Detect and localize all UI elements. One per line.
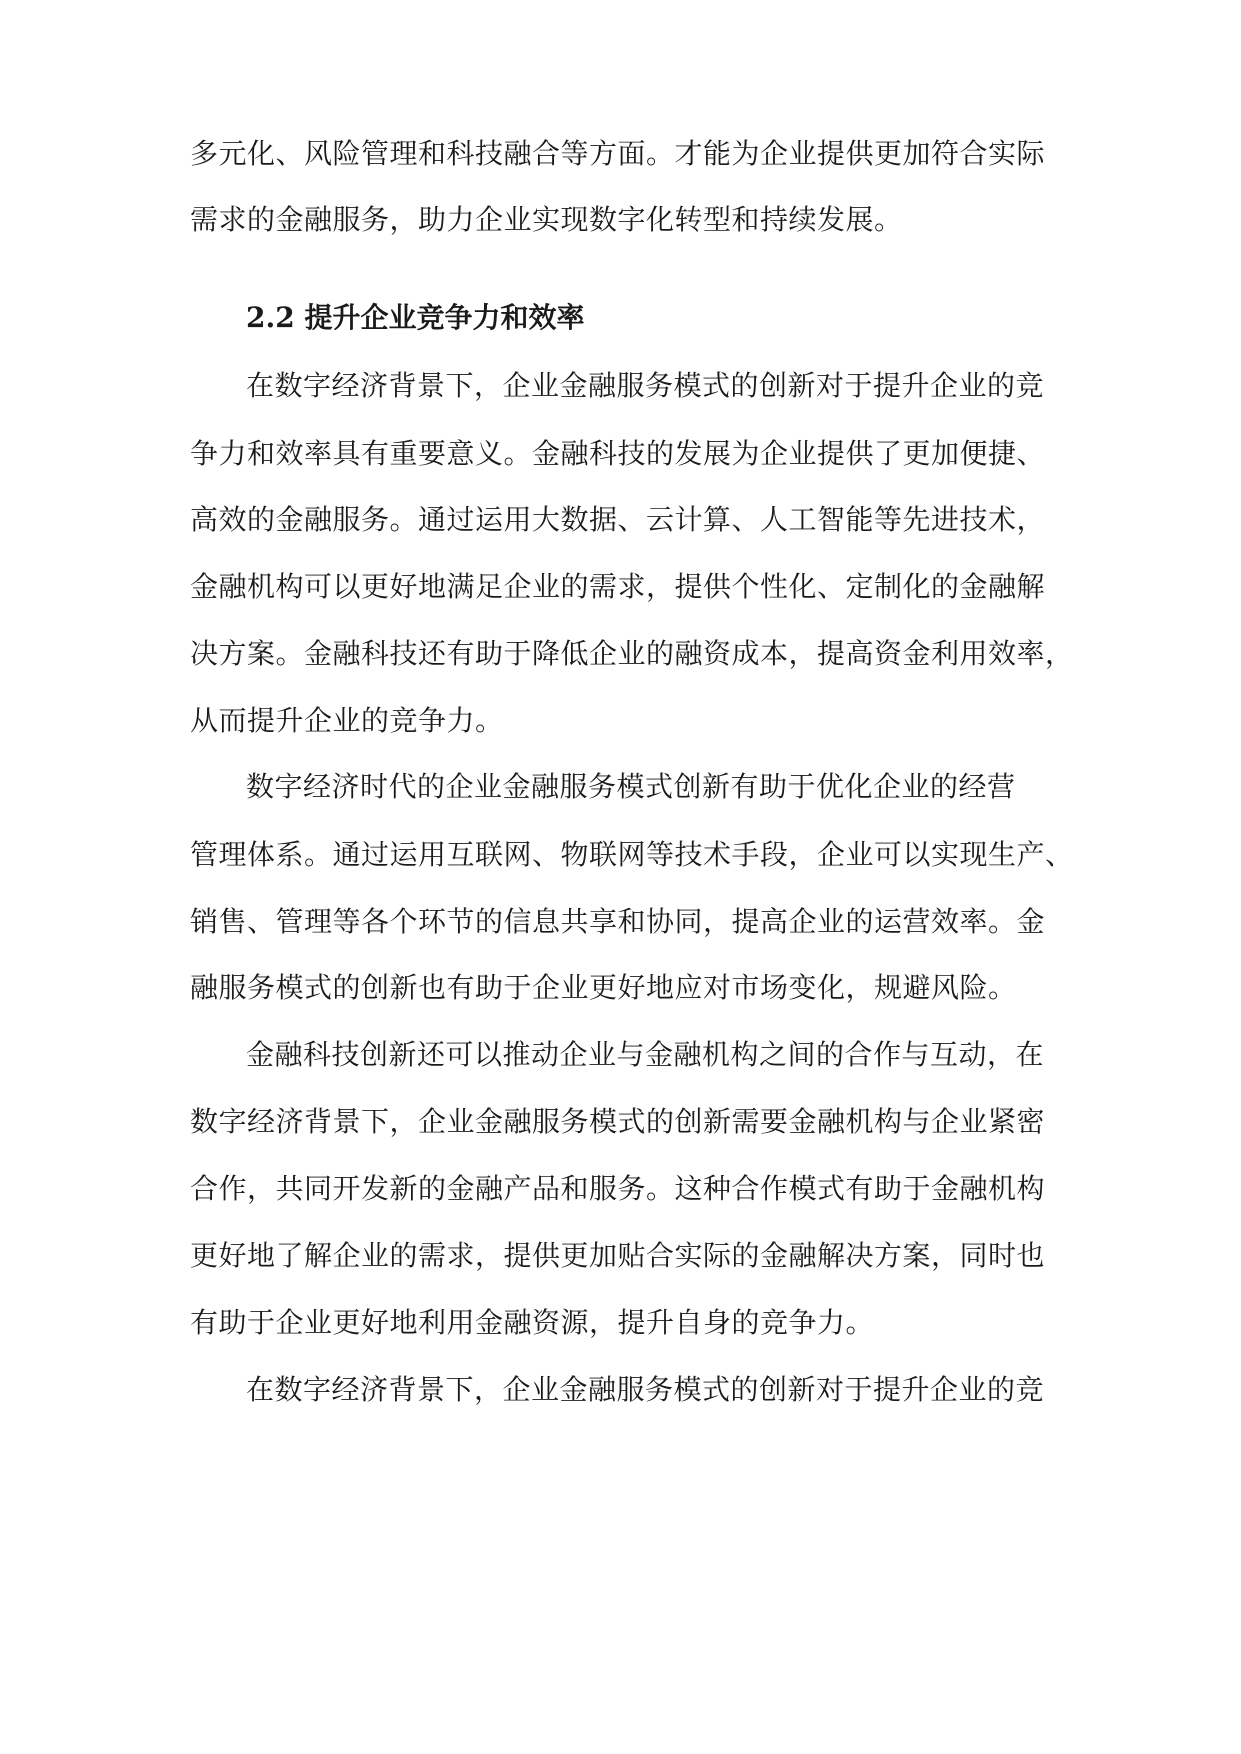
paragraph-3-line-4: 更好地了解企业的需求，提供更加贴合实际的金融解决方案，同时也 xyxy=(190,1239,1046,1272)
paragraph-2-line-1: 数字经济时代的企业金融服务模式创新有助于优化企业的经营 xyxy=(246,770,1016,803)
paragraph-1-line-3: 高效的金融服务。通过运用大数据、云计算、人工智能等先进技术， xyxy=(190,503,1046,536)
paragraph-1-line-2: 争力和效率具有重要意义。金融科技的发展为企业提供了更加便捷、 xyxy=(190,437,1046,470)
paragraph-1-line-4: 金融机构可以更好地满足企业的需求，提供个性化、定制化的金融解 xyxy=(190,570,1046,603)
paragraph-3-line-3: 合作，共同开发新的金融产品和服务。这种合作模式有助于金融机构 xyxy=(190,1172,1046,1205)
section-heading: 2.2 提升企业竞争力和效率 xyxy=(246,301,585,334)
paragraph-2-line-2: 管理体系。通过运用互联网、物联网等技术手段，企业可以实现生产、 xyxy=(190,838,1074,871)
paragraph-1-line-5: 决方案。金融科技还有助于降低企业的融资成本，提高资金利用效率， xyxy=(190,637,1074,670)
paragraph-2-line-3: 销售、管理等各个环节的信息共享和协同，提高企业的运营效率。金 xyxy=(190,905,1046,938)
intro-line-1: 多元化、风险管理和科技融合等方面。才能为企业提供更加符合实际 xyxy=(190,137,1046,170)
intro-line-2: 需求的金融服务，助力企业实现数字化转型和持续发展。 xyxy=(190,203,903,236)
paragraph-1-line-1: 在数字经济背景下，企业金融服务模式的创新对于提升企业的竞 xyxy=(246,369,1045,402)
paragraph-3-line-2: 数字经济背景下，企业金融服务模式的创新需要金融机构与企业紧密 xyxy=(190,1105,1046,1138)
paragraph-3-line-5: 有助于企业更好地利用金融资源，提升自身的竞争力。 xyxy=(190,1306,875,1339)
paragraph-4-line-1: 在数字经济背景下，企业金融服务模式的创新对于提升企业的竞 xyxy=(246,1373,1045,1406)
paragraph-3-line-1: 金融科技创新还可以推动企业与金融机构之间的合作与互动，在 xyxy=(246,1038,1045,1071)
paragraph-1-line-6: 从而提升企业的竞争力。 xyxy=(190,704,504,737)
paragraph-2-line-4: 融服务模式的创新也有助于企业更好地应对市场变化，规避风险。 xyxy=(190,971,1017,1004)
